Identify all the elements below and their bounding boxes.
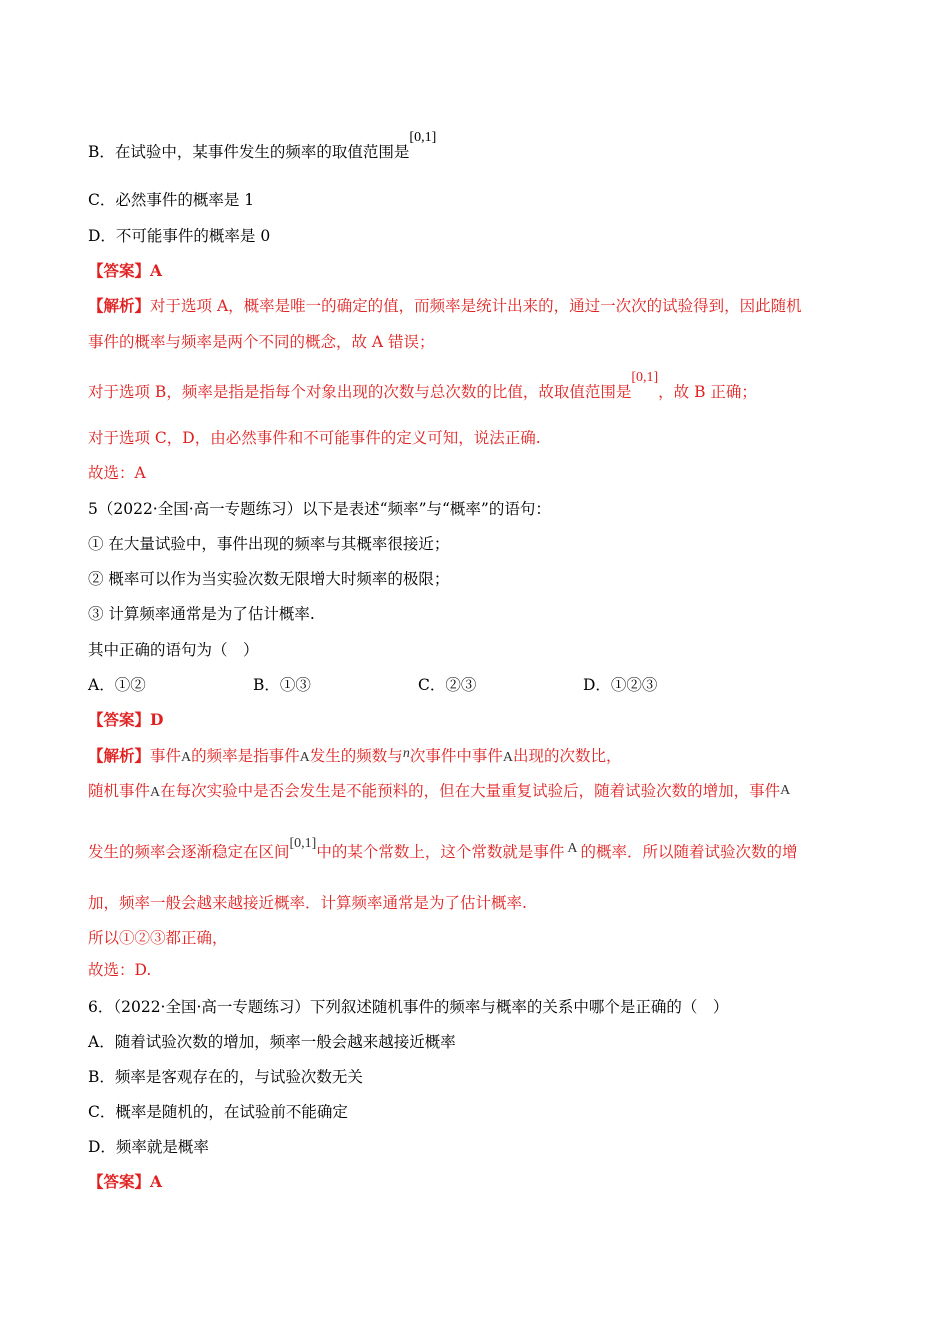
q5-analysis-text: 事件 — [150, 747, 182, 765]
q5-analysis-text: 中的某个常数上，这个常数就是事件 — [316, 843, 565, 861]
q4-option-b-interval: [0,1] — [409, 130, 437, 145]
q6-option-c: C．概率是随机的，在试验前不能确定 — [88, 1103, 348, 1121]
q6-answer-label: 【答案】 — [88, 1172, 151, 1191]
q4-option-c: C．必然事件的概率是 1 — [88, 191, 255, 209]
q5-analysis-line-4: 加，频率一般会越来越接近概率．计算频率通常是为了估计概率. — [88, 894, 527, 912]
q4-analysis-line-2: 事件的概率与频率是两个不同的概念，故 A 错误； — [88, 333, 435, 351]
q5-analysis-text: 的频率是指事件 — [191, 747, 300, 765]
q5-analysis-label: 【解析】 — [88, 746, 151, 765]
q5-answer — [88, 708, 163, 730]
q5-analysis-line-2 — [88, 779, 790, 801]
q4-answer-label: 【答案】 — [88, 261, 151, 280]
q4-analysis-line-4: 对于选项 C，D，由必然事件和不可能事件的定义可知，说法正确. — [88, 429, 541, 447]
q5-analysis-text: 次事件中事件 — [409, 747, 503, 765]
q5-statement-2: ② 概率可以作为当实验次数无限增大时频率的极限； — [88, 570, 450, 588]
q5-n-symbol: n — [402, 746, 410, 761]
q5-conclusion: 故选：D. — [88, 961, 152, 979]
q5-event-a-symbol: A — [150, 785, 161, 800]
q5-event-a-symbol: A — [299, 750, 310, 765]
q5-statement-1: ① 在大量试验中，事件出现的频率与其概率很接近； — [88, 535, 450, 553]
q5-option-d: D．①②③ — [583, 676, 658, 694]
q5-analysis-line-5: 所以①②③都正确， — [88, 929, 228, 947]
q4-analysis-text-1a: 对于选项 A，概率是唯一的确定的值，而频率是统计出来的，通过一次次的试验得到，因此随机 — [150, 297, 802, 315]
q5-analysis-text: 出现的次数比， — [512, 747, 622, 765]
q5-analysis-line-1 — [88, 744, 621, 766]
q4-analysis-line-1 — [88, 294, 802, 316]
q5-option-c: C．②③ — [418, 676, 477, 694]
q5-question: 其中正确的语句为（ ） — [88, 641, 259, 659]
q4-option-b-text: B．在试验中，某事件发生的频率的取值范围是 — [88, 143, 410, 161]
q6-answer — [88, 1170, 162, 1192]
q5-analysis-text: 在每次实验中是否会发生是不能预料的，但在大量重复试验后，随着试验次数的增加，事件 — [160, 782, 781, 800]
q4-analysis-text-2a: 对于选项 B，频率是指是指每个对象出现的次数与总次数的比值，故取值范围是 — [88, 383, 632, 401]
q4-option-d: D．不可能事件的概率是 0 — [88, 227, 271, 245]
q5-option-b: B．①③ — [253, 676, 311, 694]
q6-option-d: D．频率就是概率 — [88, 1138, 209, 1156]
q4-analysis-text-2b: ，故 B 正确； — [658, 383, 757, 401]
q5-analysis-text: 发生的频数与 — [309, 747, 403, 765]
q5-analysis-text: 发生的频率会逐渐稳定在区间 — [88, 843, 290, 861]
q5-statement-3: ③ 计算频率通常是为了估计概率. — [88, 605, 315, 623]
q4-conclusion: 故选：A — [88, 464, 146, 482]
q4-analysis-line-3 — [88, 370, 757, 402]
q5-analysis-text: 的概率．所以随着试验次数的增 — [580, 843, 798, 861]
q6-option-a: A．随着试验次数的增加，频率一般会越来越接近概率 — [88, 1033, 456, 1051]
q5-event-a-symbol: A — [502, 750, 513, 765]
q4-answer — [88, 259, 162, 281]
q5-stem: 5（2022·全国·高一专题练习）以下是表述“频率”与“概率”的语句： — [88, 500, 551, 518]
q5-event-a-symbol: A — [780, 783, 791, 798]
q4-answer-value: A — [150, 261, 163, 280]
q5-interval: [0,1] — [289, 836, 317, 851]
q5-event-a-symbol: A — [567, 841, 578, 856]
q6-answer-value: A — [150, 1172, 163, 1191]
q4-analysis-interval: [0,1] — [631, 370, 659, 385]
q4-option-b — [88, 130, 437, 162]
q5-option-a: A．①② — [88, 676, 146, 694]
q5-answer-label: 【答案】 — [88, 710, 151, 729]
q4-analysis-label: 【解析】 — [88, 296, 151, 315]
q5-analysis-line-3 — [88, 836, 798, 862]
q5-answer-value: D — [150, 710, 164, 729]
q6-stem: 6．（2022·全国·高一专题练习）下列叙述随机事件的频率与概率的关系中哪个是正确的（ ） — [88, 998, 729, 1016]
q5-analysis-text: 随机事件 — [88, 782, 151, 800]
q5-event-a-symbol: A — [181, 750, 192, 765]
q6-option-b: B．频率是客观存在的，与试验次数无关 — [88, 1068, 363, 1086]
